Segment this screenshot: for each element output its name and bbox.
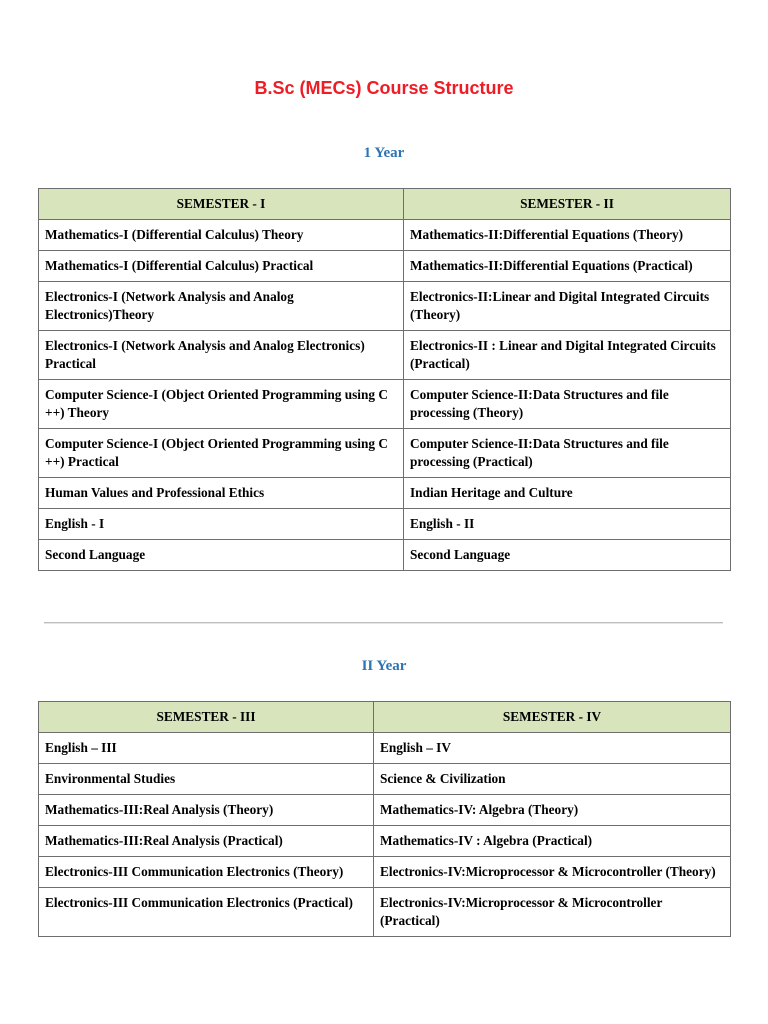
course-cell: Computer Science-I (Object Oriented Programming using C ++) Theory <box>39 380 404 429</box>
course-cell: English – IV <box>374 733 731 764</box>
course-cell: Environmental Studies <box>39 764 374 795</box>
semester-3-header: SEMESTER - III <box>39 702 374 733</box>
course-cell: Indian Heritage and Culture <box>404 478 731 509</box>
course-cell: Computer Science-II:Data Structures and file processing (Practical) <box>404 429 731 478</box>
table-row <box>39 826 731 857</box>
course-cell: Electronics-IV:Microprocessor & Microcontroller (Theory) <box>374 857 731 888</box>
table-header-row <box>39 702 731 733</box>
table-row <box>39 282 731 331</box>
course-cell: Electronics-III Communication Electronics (Theory) <box>39 857 374 888</box>
table-row <box>39 478 731 509</box>
year-1-heading: 1 Year <box>363 145 405 161</box>
table-row <box>39 733 731 764</box>
course-cell: Electronics-I (Network Analysis and Analog Electronics)Theory <box>39 282 404 331</box>
year-2-heading: II Year <box>361 658 407 674</box>
course-cell: Electronics-II : Linear and Digital Integrated Circuits (Practical) <box>404 331 731 380</box>
table-row <box>39 795 731 826</box>
semester-1-header: SEMESTER - I <box>39 189 404 220</box>
course-cell: Mathematics-II:Differential Equations (Theory) <box>404 220 731 251</box>
semester-2-header: SEMESTER - II <box>404 189 731 220</box>
course-cell: Electronics-IV:Microprocessor & Microcontroller (Practical) <box>374 888 731 937</box>
semester-4-header: SEMESTER - IV <box>374 702 731 733</box>
course-cell: Computer Science-I (Object Oriented Programming using C ++) Practical <box>39 429 404 478</box>
table-row <box>39 380 731 429</box>
course-cell: Mathematics-II:Differential Equations (Practical) <box>404 251 731 282</box>
table-row <box>39 220 731 251</box>
table-row <box>39 764 731 795</box>
course-cell: Science & Civilization <box>374 764 731 795</box>
course-cell: Computer Science-II:Data Structures and file processing (Theory) <box>404 380 731 429</box>
year-1-course-table <box>38 188 731 571</box>
course-cell: Human Values and Professional Ethics <box>39 478 404 509</box>
year-2-course-table <box>38 701 731 937</box>
course-cell: Electronics-II:Linear and Digital Integrated Circuits (Theory) <box>404 282 731 331</box>
course-cell: English – III <box>39 733 374 764</box>
table-row <box>39 540 731 571</box>
table-row <box>39 857 731 888</box>
section-divider <box>44 622 723 623</box>
course-cell: Mathematics-III:Real Analysis (Practical) <box>39 826 374 857</box>
course-cell: English - I <box>39 509 404 540</box>
course-cell: Mathematics-I (Differential Calculus) Practical <box>39 251 404 282</box>
table-row <box>39 888 731 937</box>
course-cell: Electronics-III Communication Electronics (Practical) <box>39 888 374 937</box>
table-header-row <box>39 189 731 220</box>
table-row <box>39 331 731 380</box>
course-cell: Mathematics-III:Real Analysis (Theory) <box>39 795 374 826</box>
course-cell: English - II <box>404 509 731 540</box>
course-cell: Mathematics-IV: Algebra (Theory) <box>374 795 731 826</box>
table-row <box>39 251 731 282</box>
page-title: B.Sc (MECs) Course Structure <box>254 78 514 98</box>
course-cell: Mathematics-I (Differential Calculus) Theory <box>39 220 404 251</box>
course-cell: Second Language <box>39 540 404 571</box>
course-cell: Mathematics-IV : Algebra (Practical) <box>374 826 731 857</box>
table-row <box>39 429 731 478</box>
table-row <box>39 509 731 540</box>
course-cell: Second Language <box>404 540 731 571</box>
course-cell: Electronics-I (Network Analysis and Analog Electronics) Practical <box>39 331 404 380</box>
